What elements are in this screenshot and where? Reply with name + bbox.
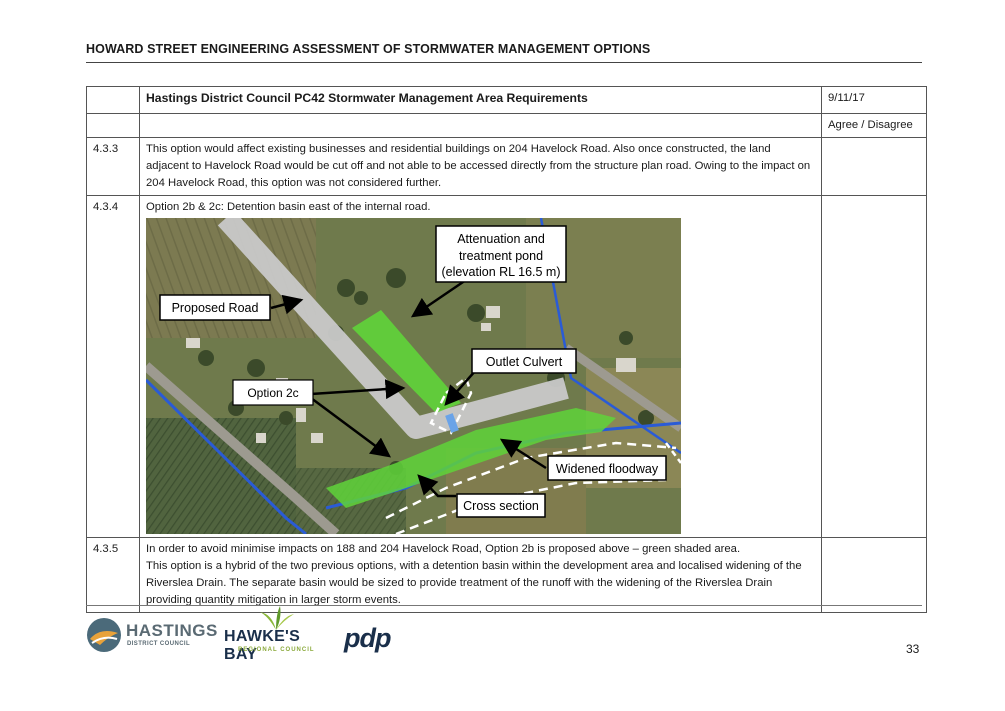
page-number: 33 [906, 642, 920, 656]
section-content [140, 196, 822, 538]
label-widened-floodway [548, 456, 666, 480]
blank-ref-cell [87, 87, 140, 114]
table-title-row [87, 87, 927, 114]
pdp-logo: pdp [344, 623, 391, 653]
hastings-emblem-icon [86, 617, 122, 653]
svg-text:Proposed Road: Proposed Road [171, 301, 259, 315]
label-option-2c [233, 380, 313, 405]
label-outlet-culvert [472, 349, 576, 373]
hastings-name: HASTINGS [126, 621, 218, 640]
date-cell: 9/11/17 [822, 87, 927, 114]
agree-disagree-label: Agree / Disagree [822, 114, 927, 138]
table-row [87, 138, 927, 196]
header-divider [86, 62, 922, 63]
section-text: This option would affect existing businesses and residential buildings on 204 Havelock Road. Also once constructed, the land adjacent to Havelock Road would be cut off and not able to be accessed directly from the structure plan road. Owing to the impact on 204 Havelock Road, this option was not considered further. [140, 138, 822, 196]
svg-text:Outlet Culvert: Outlet Culvert [485, 355, 563, 369]
section-ref: 4.3.5 [87, 538, 140, 613]
hastings-subtitle: DISTRICT COUNCIL [127, 641, 191, 647]
table-title: Hastings District Council PC42 Stormwater Management Area Requirements [146, 91, 588, 105]
table-row [87, 538, 927, 613]
table-row [87, 196, 927, 538]
hastings-district-council-logo [86, 614, 218, 656]
requirements-table [86, 86, 927, 613]
section-ref: 4.3.3 [87, 138, 140, 196]
section-text: Option 2b & 2c: Detention basin east of the internal road. [146, 201, 431, 213]
leaf-emblem-icon [256, 606, 296, 630]
agree-cell [822, 196, 927, 538]
blank-text-cell [140, 114, 822, 138]
svg-text:(elevation RL 16.5 m): (elevation RL 16.5 m) [441, 265, 561, 279]
hawkes-bay-name: HAWKE'S BAY [224, 628, 301, 663]
table-subheader-row [87, 114, 927, 138]
section-text: In order to avoid minimise impacts on 188 and 204 Havelock Road, Option 2b is proposed above – green shaded area. This option is a hybrid of the two previous options, with a detention basin within the development area and localised widening of the Riverslea Drain. The separate basin would be sized to provide treatment of the runoff with the widening of the Riverslea Drain providing quantity mitigation in larger storm events. [140, 538, 822, 613]
agree-cell [822, 538, 927, 613]
aerial-photo [146, 218, 681, 534]
svg-text:Attenuation and: Attenuation and [457, 232, 545, 246]
label-proposed-road [160, 295, 270, 320]
svg-text:Cross section: Cross section [463, 499, 539, 513]
blank-ref-cell [87, 114, 140, 138]
svg-text:Option 2c: Option 2c [247, 386, 299, 400]
hawkes-bay-subtitle: REGIONAL COUNCIL [238, 647, 315, 653]
section-ref: 4.3.4 [87, 196, 140, 538]
document-header-title: HOWARD STREET ENGINEERING ASSESSMENT OF STORMWATER MANAGEMENT OPTIONS [86, 42, 651, 56]
table-title-cell [140, 87, 822, 114]
svg-text:treatment pond: treatment pond [458, 249, 544, 263]
footer-divider [86, 605, 922, 606]
hawkes-bay-regional-council-logo [222, 606, 332, 663]
agree-cell [822, 138, 927, 196]
label-attenuation-pond [436, 226, 566, 282]
label-cross-section [457, 494, 545, 517]
svg-text:Widened floodway: Widened floodway [555, 462, 659, 476]
